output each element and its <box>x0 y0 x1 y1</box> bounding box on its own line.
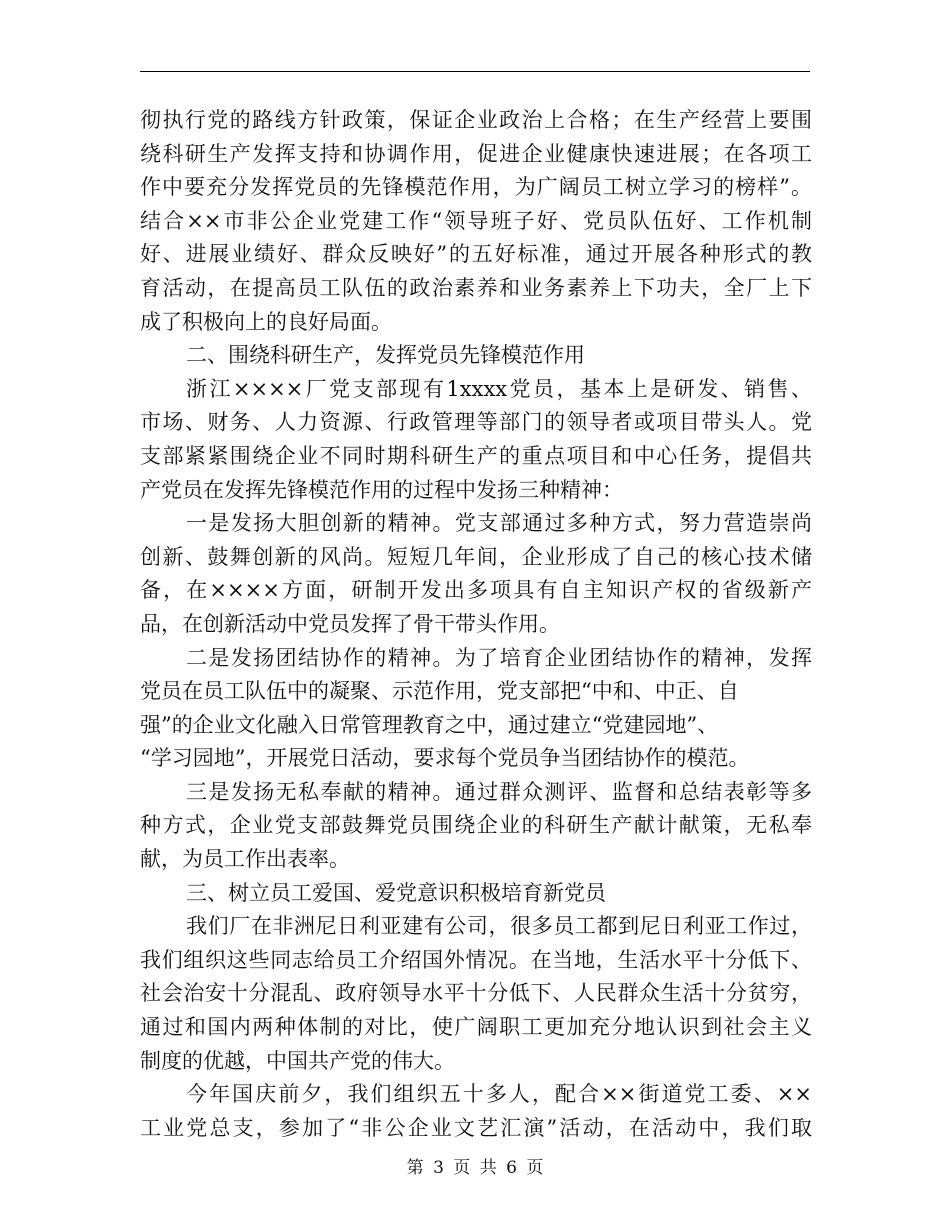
text-line: 今年国庆前夕，我们组织五十多人，配合××街道党工委、×× <box>186 1082 812 1107</box>
header-rule <box>140 71 810 72</box>
text-line: 三是发扬无私奉献的精神。通过群众测评、监督和总结表彰等多 <box>186 779 812 804</box>
text-line: 强”的企业文化融入日常管理教育之中，通过建立“党建园地”、 <box>140 712 719 737</box>
text-line: 备，在××××方面，研制开发出多项具有自主知识产权的省级新产 <box>140 578 812 603</box>
text-line: 产党员在发挥先锋模范作用的过程中发扬三种精神： <box>140 477 623 502</box>
text-line: 一是发扬大胆创新的精神。党支部通过多种方式，努力营造崇尚 <box>186 511 812 536</box>
text-line: 工业党总支，参加了“非公企业文艺汇演”活动，在活动中，我们取 <box>140 1115 812 1140</box>
text-line: 育活动，在提高员工队伍的政治素养和业务素养上下功夫，全厂上下 <box>140 275 812 300</box>
text-line: 作中要充分发挥党员的先锋模范作用，为广阔员工树立学习的榜样”。 <box>140 175 812 200</box>
text-line: 三、树立员工爱国、爱党意识积极培育新党员 <box>186 880 606 905</box>
text-line: 支部紧紧围绕企业不同时期科研生产的重点项目和中心任务，提倡共 <box>140 443 812 468</box>
text-line: 社会治安十分混乱、政府领导水平十分低下、人民群众生活十分贫穷， <box>140 981 812 1006</box>
text-line: 二是发扬团结协作的精神。为了培育企业团结协作的精神，发挥 <box>186 645 812 670</box>
text-line: 二、围绕科研生产，发挥党员先锋模范作用 <box>186 343 585 368</box>
text-line: 好、进展业绩好、群众反映好”的五好标准，通过开展各种形式的教 <box>140 242 812 267</box>
text-line: 通过和国内两种体制的对比，使广阔职工更加充分地认识到社会主义 <box>140 1015 812 1040</box>
text-line: 浙江××××厂党支部现有1xxxx党员，基本上是研发、销售、 <box>186 376 812 401</box>
text-line: 我们组织这些同志给员工介绍国外情况。在当地，生活水平十分低下、 <box>140 947 812 972</box>
text-line: 献，为员工作出表率。 <box>140 847 350 872</box>
page-number-footer: 第 3 页 共 6 页 <box>406 1158 544 1178</box>
text-line: 种方式，企业党支部鼓舞党员围绕企业的科研生产献计献策，无私奉 <box>140 813 812 838</box>
text-line: 市场、财务、人力资源、行政管理等部门的领导者或项目带头人。党 <box>140 410 812 435</box>
text-line: 成了积极向上的良好局面。 <box>140 309 392 334</box>
text-line: 品，在创新活动中党员发挥了骨干带头作用。 <box>140 611 560 636</box>
body-text <box>140 104 812 1145</box>
text-line: 创新、鼓舞创新的风尚。短短几年间，企业形成了自己的核心技术储 <box>140 544 812 569</box>
text-line: 我们厂在非洲尼日利亚建有公司，很多员工都到尼日利亚工作过， <box>186 914 812 939</box>
text-line: 结合××市非公企业党建工作“领导班子好、党员队伍好、工作机制 <box>140 208 812 233</box>
text-line: 绕科研生产发挥支持和协调作用，促进企业健康快速进展；在各项工 <box>140 141 812 166</box>
text-line: 彻执行党的路线方针政策，保证企业政治上合格；在生产经营上要围 <box>140 108 812 132</box>
text-line: 制度的优越，中国共产党的伟大。 <box>140 1048 455 1073</box>
text-line: “学习园地”，开展党日活动，要求每个党员争当团结协作的模范。 <box>140 746 750 771</box>
text-line: 党员在员工队伍中的凝聚、示范作用，党支部把“中和、中正、自 <box>140 679 739 704</box>
